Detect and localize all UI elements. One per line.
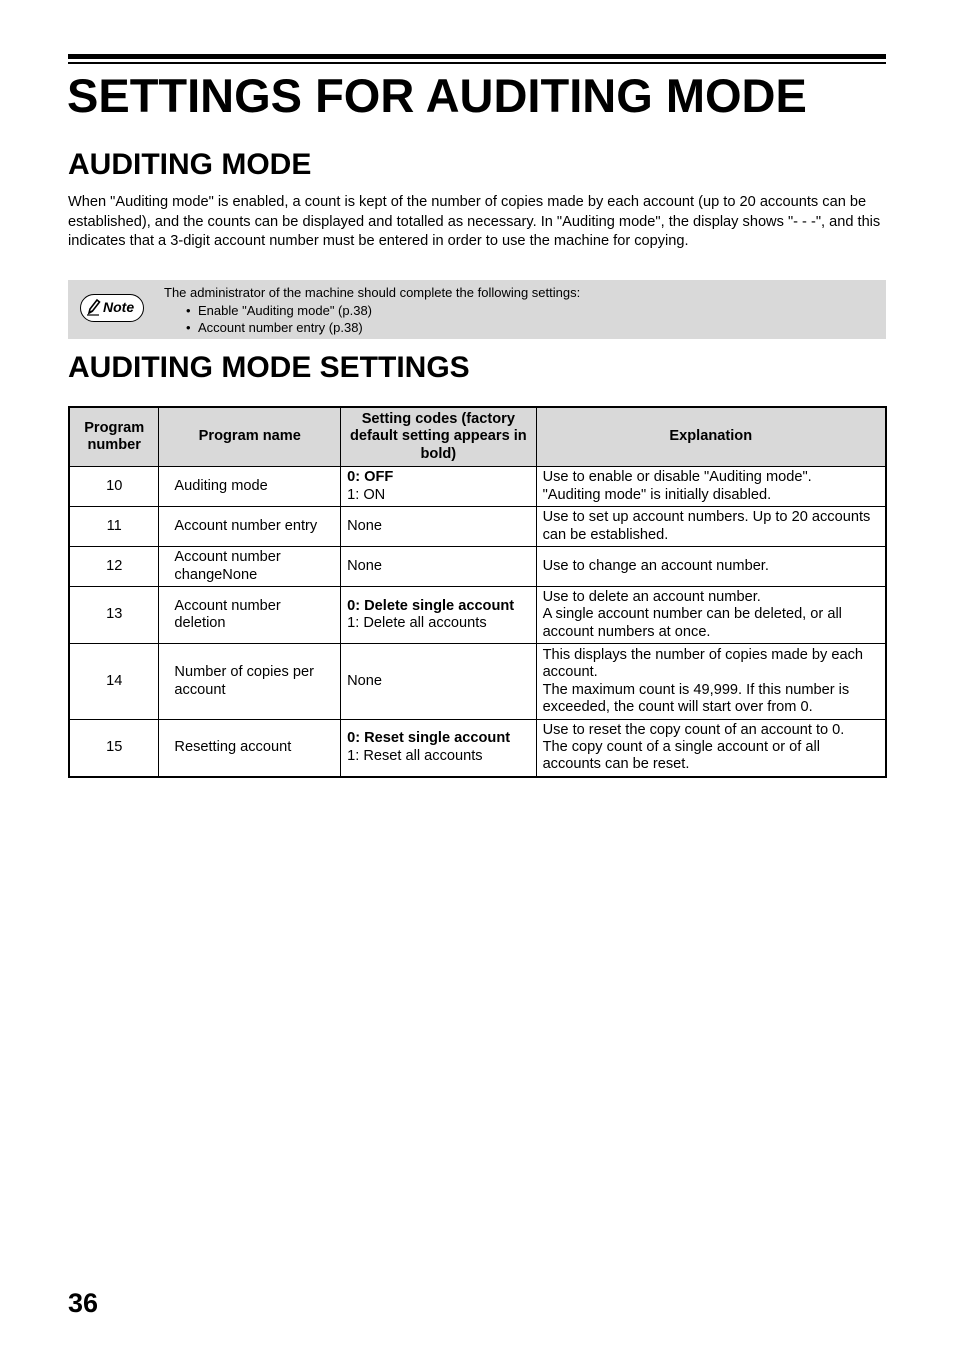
top-rule-thick: [68, 54, 886, 59]
table-row: [69, 720, 886, 777]
header-program-number: Program number: [69, 407, 159, 467]
cell-explanation: [536, 507, 886, 547]
code-other: None: [347, 517, 382, 534]
code-other: None: [347, 557, 382, 574]
explanation-line: Use to enable or disable "Auditing mode".: [542, 469, 812, 486]
note-box: [68, 280, 886, 339]
code-other: 1: Delete all accounts: [347, 615, 487, 631]
cell-name: Auditing mode: [159, 467, 341, 507]
note-item: • Account number entry (p.38): [186, 319, 580, 337]
explanation-line: Use to set up account numbers. Up to 20 accounts can be established.: [542, 509, 871, 543]
cell-codes: [341, 644, 536, 720]
note-item: • Enable "Auditing mode" (p.38): [186, 302, 580, 320]
explanation-line: "Auditing mode" is initially disabled.: [542, 486, 772, 503]
cell-number: 14: [69, 644, 159, 720]
cell-codes: [341, 587, 536, 644]
page-number: 36: [68, 1288, 99, 1318]
pencil-icon: [86, 298, 101, 316]
header-explanation: Explanation: [536, 407, 886, 467]
cell-explanation: [536, 547, 886, 587]
note-list: [164, 302, 580, 337]
table-row: [69, 644, 886, 720]
table-row: [69, 587, 886, 644]
header-program-name: Program name: [159, 407, 341, 467]
page-title: SETTINGS FOR AUDITING MODE: [67, 69, 807, 122]
explanation-line: Use to reset the copy count of an account to 0.: [542, 721, 845, 738]
explanation-line: A single account number can be deleted, or all account numbers at once.: [542, 606, 842, 640]
cell-number: 11: [69, 507, 159, 547]
section-heading-auditing-mode-settings: AUDITING MODE SETTINGS: [68, 351, 470, 384]
note-lead: The administrator of the machine should complete the following settings:: [164, 285, 581, 300]
explanation-line: The maximum count is 49,999. If this number is exceeded, the count will start over from 0.: [542, 681, 850, 715]
table-row: [69, 547, 886, 587]
explanation-line: This displays the number of copies made by each account.: [542, 646, 863, 681]
table-header-row: [69, 407, 886, 467]
settings-table: [68, 406, 887, 778]
cell-codes: [341, 507, 536, 547]
explanation-line: Use to change an account number.: [542, 557, 769, 574]
code-default: 0: Reset single account: [347, 730, 511, 747]
explanation-line: The copy count of a single account or of all accounts can be reset.: [542, 739, 821, 773]
explanation-line: Use to delete an account number.: [542, 589, 761, 606]
cell-name: Number of copies per account: [159, 644, 341, 720]
code-default: 0: OFF: [347, 469, 394, 486]
cell-number: 12: [69, 547, 159, 587]
code-other: 1: ON: [347, 486, 386, 503]
cell-explanation: [536, 467, 886, 507]
code-other: None: [347, 672, 382, 689]
cell-explanation: [536, 644, 886, 720]
table-row: [69, 507, 886, 547]
cell-name: Account number changeNone: [159, 547, 341, 587]
cell-explanation: [536, 587, 886, 644]
cell-number: 13: [69, 587, 159, 644]
note-badge-label: Note: [103, 299, 135, 315]
cell-name: Resetting account: [159, 720, 341, 777]
header-setting-codes: Setting codes (factory default setting appears in bold): [341, 407, 536, 467]
cell-number: 15: [69, 720, 159, 777]
code-default: 0: Delete single account: [347, 597, 515, 614]
cell-name: Account number entry: [159, 507, 341, 547]
cell-codes: [341, 547, 536, 587]
cell-codes: [341, 467, 536, 507]
cell-codes: [341, 720, 536, 777]
intro-paragraph: When "Auditing mode" is enabled, a count is kept of the number of copies made by each account (up to 20 accounts can be established), and the counts can be displayed and totalled as necessary. In "Auditing mode", the display shows "- - -", and this indicates that a 3-digit account number must be entered in order to use the machine for copying.: [68, 194, 881, 249]
code-other: 1: Reset all accounts: [347, 747, 483, 764]
note-badge: [80, 294, 144, 322]
top-rule-thin: [68, 62, 886, 64]
section-heading-auditing-mode: AUDITING MODE: [68, 148, 312, 181]
cell-name: Account number deletion: [159, 587, 341, 644]
note-text: [164, 284, 580, 337]
table-row: [69, 467, 886, 507]
cell-explanation: [536, 720, 886, 777]
cell-number: 10: [69, 467, 159, 507]
